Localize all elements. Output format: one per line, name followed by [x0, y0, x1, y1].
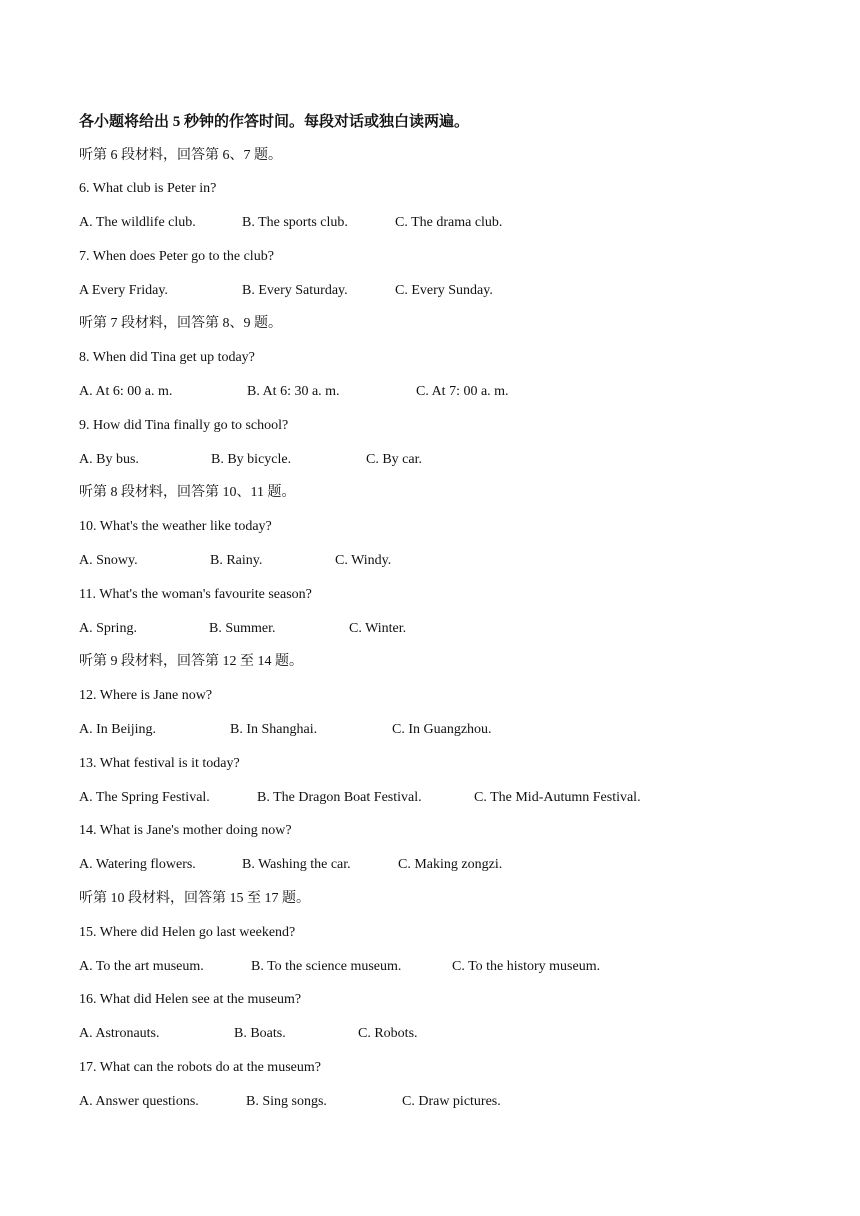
option-c: C. To the history museum. — [452, 959, 601, 974]
question-text: 11. What's the woman's favourite season? — [79, 587, 312, 602]
option-c: C. The drama club. — [395, 215, 503, 230]
question-text: 17. What can the robots do at the museum? — [79, 1060, 321, 1075]
option-a: A. Snowy. — [79, 553, 138, 568]
option-b: B. In Shanghai. — [230, 722, 318, 737]
question-text: 7. When does Peter go to the club? — [79, 249, 274, 264]
option-a: A. Spring. — [79, 621, 137, 636]
option-a: A. Watering flowers. — [79, 857, 196, 872]
section-heading: 听第 6 段材料，回答第 6、7 题。 — [79, 148, 282, 163]
question-text: 6. What club is Peter in? — [79, 181, 217, 196]
option-c: C. In Guangzhou. — [392, 722, 492, 737]
question-text: 10. What's the weather like today? — [79, 519, 272, 534]
question-text: 12. Where is Jane now? — [79, 688, 213, 703]
option-a: A. Astronauts. — [79, 1026, 160, 1041]
option-a: A. Answer questions. — [79, 1094, 199, 1109]
option-c: C. By car. — [366, 452, 422, 467]
option-c: C. Winter. — [349, 621, 407, 636]
option-b: B. Boats. — [234, 1026, 286, 1041]
option-a: A. In Beijing. — [79, 722, 156, 737]
option-c: C. Making zongzi. — [398, 857, 503, 872]
question-text: 13. What festival is it today? — [79, 756, 240, 771]
option-c: C. At 7: 00 a. m. — [416, 384, 509, 399]
section-heading: 听第 8 段材料，回答第 10、11 题。 — [79, 485, 296, 500]
option-a: A. At 6: 00 a. m. — [79, 384, 173, 399]
option-a: A. The wildlife club. — [79, 215, 196, 230]
question-text: 8. When did Tina get up today? — [79, 350, 255, 365]
option-c: C. Windy. — [335, 553, 392, 568]
option-c: C. Every Sunday. — [395, 283, 493, 298]
option-b: B. Every Saturday. — [242, 283, 348, 298]
section-heading: 听第 7 段材料，回答第 8、9 题。 — [79, 316, 282, 331]
section-heading: 听第 9 段材料，回答第 12 至 14 题。 — [79, 654, 303, 669]
section-heading: 听第 10 段材料，回答第 15 至 17 题。 — [79, 891, 310, 906]
option-c: C. The Mid-Autumn Festival. — [474, 790, 641, 805]
question-text: 15. Where did Helen go last weekend? — [79, 925, 296, 940]
question-text: 16. What did Helen see at the museum? — [79, 992, 302, 1007]
option-b: B. Washing the car. — [242, 857, 351, 872]
option-a: A Every Friday. — [79, 283, 168, 298]
option-b: B. Rainy. — [210, 553, 263, 568]
option-b: B. Sing songs. — [246, 1094, 327, 1109]
question-text: 9. How did Tina finally go to school? — [79, 418, 289, 433]
option-b: B. To the science museum. — [251, 959, 402, 974]
option-b: B. Summer. — [209, 621, 276, 636]
option-b: B. At 6: 30 a. m. — [247, 384, 340, 399]
option-a: A. The Spring Festival. — [79, 790, 210, 805]
question-text: 14. What is Jane's mother doing now? — [79, 823, 292, 838]
option-a: A. By bus. — [79, 452, 139, 467]
option-b: B. The Dragon Boat Festival. — [257, 790, 422, 805]
option-c: C. Draw pictures. — [402, 1094, 501, 1109]
option-b: B. The sports club. — [242, 215, 348, 230]
option-c: C. Robots. — [358, 1026, 418, 1041]
header-instruction: 各小题将给出 5 秒钟的作答时间。每段对话或独白读两遍。 — [79, 114, 470, 130]
option-b: B. By bicycle. — [211, 452, 292, 467]
option-a: A. To the art museum. — [79, 959, 204, 974]
